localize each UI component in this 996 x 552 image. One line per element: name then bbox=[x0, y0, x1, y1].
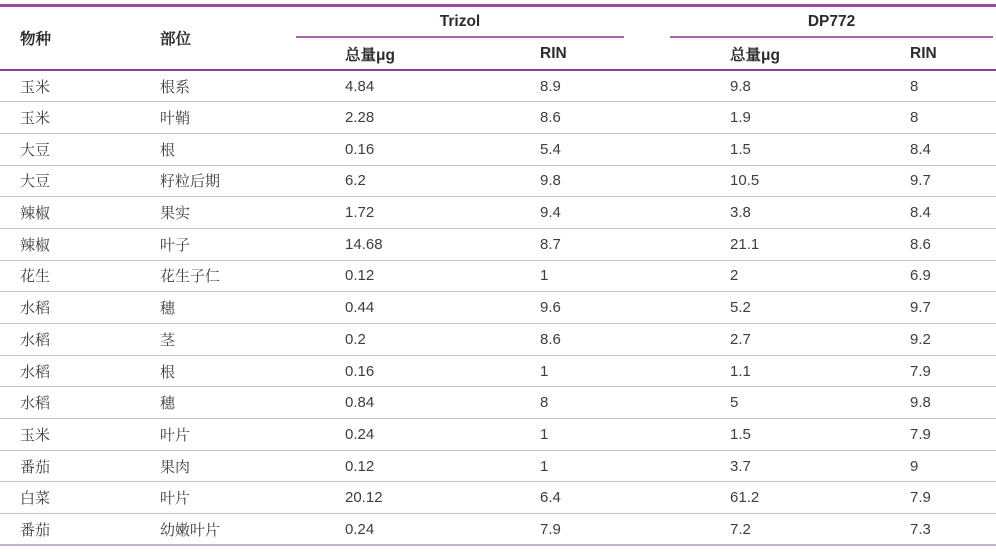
group-header-row bbox=[0, 6, 996, 39]
cell-species: 花生 bbox=[0, 260, 140, 292]
cell-part: 穗 bbox=[140, 387, 325, 419]
group-header-cell-dp772 bbox=[710, 6, 996, 39]
cell-trizol-rin: 9.6 bbox=[520, 292, 710, 324]
cell-trizol-total: 6.2 bbox=[325, 165, 520, 197]
cell-trizol-rin: 7.9 bbox=[520, 514, 710, 546]
table-row bbox=[0, 324, 996, 356]
cell-trizol-total: 1.72 bbox=[325, 197, 520, 229]
cell-part: 叶子 bbox=[140, 228, 325, 260]
cell-dp772-total: 1.1 bbox=[710, 355, 890, 387]
col-header-part: 部位 bbox=[160, 31, 192, 48]
cell-trizol-rin: 5.4 bbox=[520, 133, 710, 165]
cell-species: 水稻 bbox=[0, 387, 140, 419]
cell-part: 根 bbox=[140, 133, 325, 165]
cell-part: 叶片 bbox=[140, 419, 325, 451]
table-row bbox=[0, 482, 996, 514]
cell-dp772-rin: 8.4 bbox=[890, 197, 996, 229]
cell-species: 大豆 bbox=[0, 133, 140, 165]
table-header bbox=[0, 6, 996, 71]
table-body bbox=[0, 70, 996, 545]
cell-part: 穗 bbox=[140, 292, 325, 324]
group-header-trizol: Trizol bbox=[296, 7, 624, 38]
cell-dp772-total: 3.8 bbox=[710, 197, 890, 229]
cell-dp772-total: 2.7 bbox=[710, 324, 890, 356]
cell-dp772-rin: 9.7 bbox=[890, 165, 996, 197]
cell-dp772-rin: 6.9 bbox=[890, 260, 996, 292]
cell-dp772-rin: 8.6 bbox=[890, 228, 996, 260]
cell-part: 根系 bbox=[140, 70, 325, 102]
cell-trizol-total: 4.84 bbox=[325, 70, 520, 102]
cell-species: 白菜 bbox=[0, 482, 140, 514]
cell-dp772-total: 1.9 bbox=[710, 102, 890, 134]
cell-dp772-total: 5 bbox=[710, 387, 890, 419]
sub-header-trizol-total: 总量μg bbox=[345, 46, 395, 64]
group-header-dp772: DP772 bbox=[670, 7, 993, 38]
cell-part: 幼嫩叶片 bbox=[140, 514, 325, 546]
cell-dp772-total: 1.5 bbox=[710, 419, 890, 451]
cell-species: 玉米 bbox=[0, 70, 140, 102]
cell-trizol-rin: 8 bbox=[520, 387, 710, 419]
cell-trizol-total: 0.44 bbox=[325, 292, 520, 324]
cell-trizol-total: 2.28 bbox=[325, 102, 520, 134]
cell-dp772-rin: 8 bbox=[890, 102, 996, 134]
cell-trizol-rin: 1 bbox=[520, 355, 710, 387]
cell-dp772-total: 1.5 bbox=[710, 133, 890, 165]
cell-dp772-rin: 9 bbox=[890, 450, 996, 482]
cell-part: 根 bbox=[140, 355, 325, 387]
cell-trizol-total: 0.12 bbox=[325, 260, 520, 292]
cell-part: 籽粒后期 bbox=[140, 165, 325, 197]
cell-species: 水稻 bbox=[0, 292, 140, 324]
table-row bbox=[0, 450, 996, 482]
cell-trizol-total: 14.68 bbox=[325, 228, 520, 260]
cell-trizol-total: 0.84 bbox=[325, 387, 520, 419]
cell-species: 辣椒 bbox=[0, 228, 140, 260]
table-row bbox=[0, 133, 996, 165]
cell-trizol-rin: 1 bbox=[520, 450, 710, 482]
cell-dp772-total: 3.7 bbox=[710, 450, 890, 482]
cell-part: 果实 bbox=[140, 197, 325, 229]
cell-species: 番茄 bbox=[0, 450, 140, 482]
cell-trizol-rin: 9.4 bbox=[520, 197, 710, 229]
cell-trizol-rin: 1 bbox=[520, 419, 710, 451]
cell-trizol-rin: 8.6 bbox=[520, 324, 710, 356]
col-header-species: 物种 bbox=[20, 31, 52, 48]
cell-trizol-total: 0.12 bbox=[325, 450, 520, 482]
cell-part: 花生子仁 bbox=[140, 260, 325, 292]
cell-part: 果肉 bbox=[140, 450, 325, 482]
table-row bbox=[0, 292, 996, 324]
cell-species: 玉米 bbox=[0, 419, 140, 451]
rna-extraction-comparison-table bbox=[0, 4, 996, 546]
cell-dp772-total: 2 bbox=[710, 260, 890, 292]
cell-dp772-total: 9.8 bbox=[710, 70, 890, 102]
table-row bbox=[0, 355, 996, 387]
cell-dp772-rin: 8.4 bbox=[890, 133, 996, 165]
cell-dp772-rin: 7.9 bbox=[890, 419, 996, 451]
cell-trizol-rin: 6.4 bbox=[520, 482, 710, 514]
cell-trizol-total: 0.16 bbox=[325, 355, 520, 387]
cell-species: 水稻 bbox=[0, 355, 140, 387]
cell-dp772-total: 7.2 bbox=[710, 514, 890, 546]
table-row bbox=[0, 70, 996, 102]
cell-trizol-rin: 8.7 bbox=[520, 228, 710, 260]
table-row bbox=[0, 514, 996, 546]
cell-dp772-total: 21.1 bbox=[710, 228, 890, 260]
group-header-cell-trizol bbox=[325, 6, 710, 39]
sub-header-dp772-rin: RIN bbox=[910, 44, 937, 62]
cell-dp772-total: 61.2 bbox=[710, 482, 890, 514]
cell-species: 番茄 bbox=[0, 514, 140, 546]
cell-dp772-rin: 9.2 bbox=[890, 324, 996, 356]
cell-trizol-total: 20.12 bbox=[325, 482, 520, 514]
sub-header-dp772-total: 总量μg bbox=[730, 46, 780, 64]
cell-trizol-rin: 8.9 bbox=[520, 70, 710, 102]
cell-trizol-rin: 8.6 bbox=[520, 102, 710, 134]
cell-dp772-rin: 7.9 bbox=[890, 355, 996, 387]
cell-dp772-rin: 9.7 bbox=[890, 292, 996, 324]
cell-part: 茎 bbox=[140, 324, 325, 356]
table-row bbox=[0, 165, 996, 197]
sub-header-trizol-rin: RIN bbox=[540, 44, 567, 62]
cell-trizol-rin: 9.8 bbox=[520, 165, 710, 197]
cell-part: 叶片 bbox=[140, 482, 325, 514]
table-row bbox=[0, 197, 996, 229]
cell-dp772-total: 5.2 bbox=[710, 292, 890, 324]
cell-dp772-rin: 8 bbox=[890, 70, 996, 102]
cell-species: 辣椒 bbox=[0, 197, 140, 229]
cell-trizol-total: 0.16 bbox=[325, 133, 520, 165]
cell-dp772-rin: 9.8 bbox=[890, 387, 996, 419]
cell-part: 叶鞘 bbox=[140, 102, 325, 134]
cell-trizol-rin: 1 bbox=[520, 260, 710, 292]
cell-species: 玉米 bbox=[0, 102, 140, 134]
cell-trizol-total: 0.2 bbox=[325, 324, 520, 356]
cell-species: 水稻 bbox=[0, 324, 140, 356]
cell-species: 大豆 bbox=[0, 165, 140, 197]
cell-trizol-total: 0.24 bbox=[325, 419, 520, 451]
table-row bbox=[0, 260, 996, 292]
cell-dp772-total: 10.5 bbox=[710, 165, 890, 197]
table-row bbox=[0, 102, 996, 134]
table-row bbox=[0, 419, 996, 451]
table-row bbox=[0, 228, 996, 260]
cell-dp772-rin: 7.3 bbox=[890, 514, 996, 546]
table-row bbox=[0, 387, 996, 419]
cell-dp772-rin: 7.9 bbox=[890, 482, 996, 514]
cell-trizol-total: 0.24 bbox=[325, 514, 520, 546]
